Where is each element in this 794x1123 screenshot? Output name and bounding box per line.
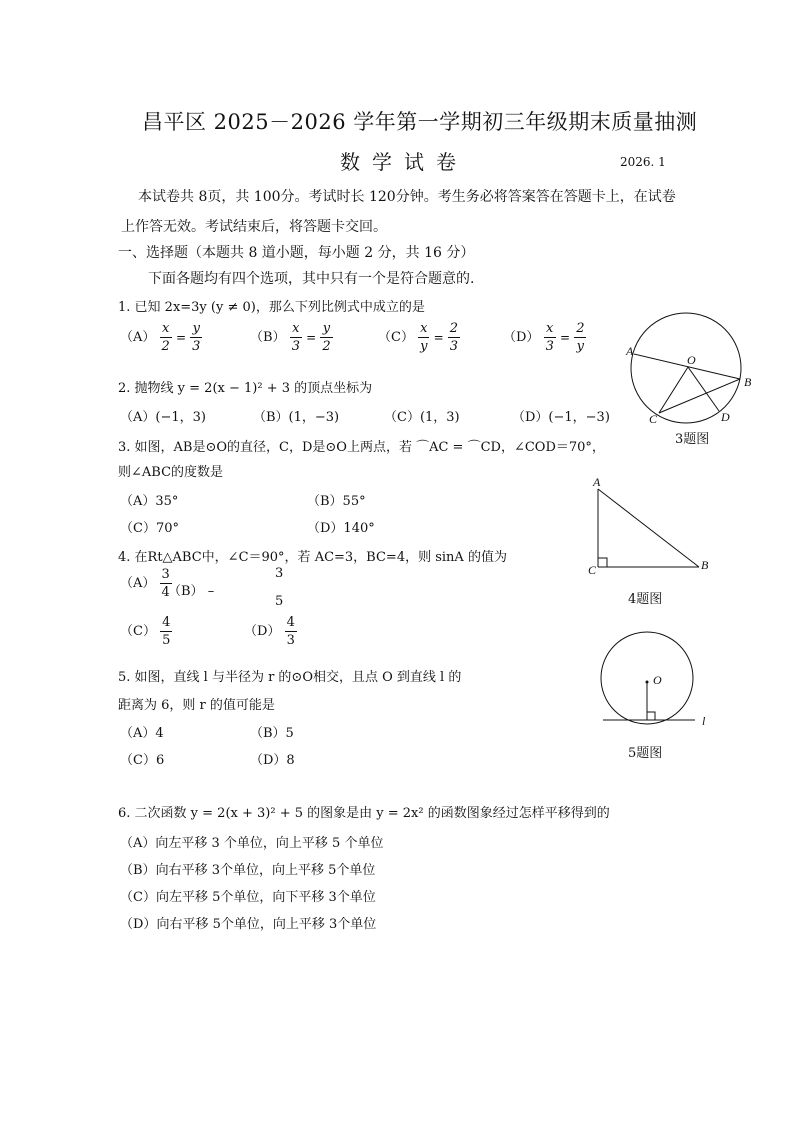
- q6-option-a-label: （A）: [120, 836, 156, 851]
- fig4-label-b: B: [701, 558, 709, 572]
- q1-d-frac2: [574, 320, 586, 355]
- fig3-label-c: C: [649, 412, 658, 426]
- q1-c-den2: 3: [449, 339, 459, 354]
- exam-title: 昌平区 2025－2026 学年第一学期初三年级期末质量抽测: [142, 110, 698, 134]
- section1-instruction: 下面各题均有四个选项，其中只有一个是符合题意的.: [148, 271, 475, 287]
- q2-stem: 2. 抛物线 y = 2(x − 1)² + 3 的顶点坐标为: [118, 381, 373, 396]
- q1-b-den1: 3: [291, 339, 300, 354]
- q5-option-b: （B）5: [250, 726, 294, 741]
- q1-a-num1: x: [160, 320, 172, 338]
- fig4-label-c: C: [588, 563, 597, 577]
- q5-stem: 5. 如图，直线 l 与半径为 r 的⊙O相交，且点 O 到直线 l 的: [118, 670, 462, 685]
- q4-d-den: 3: [286, 633, 295, 648]
- q2-option-c: （C）(1，3): [384, 410, 460, 425]
- q1-a-frac1: [160, 320, 172, 355]
- q1-b-frac2: [320, 320, 332, 355]
- q6-option-d-label: （D）: [120, 917, 157, 932]
- q4-stem: 4. 在Rt△ABC中，∠C＝90°，若 AC=3，BC=4，则 sinA 的值为: [118, 550, 507, 565]
- q4-option-b-den: 5: [275, 594, 284, 609]
- q6-option-a-text: 向左平移 3 个单位，向上平移 5 个单位: [155, 836, 384, 851]
- q1-c-frac1: [418, 320, 429, 355]
- q1-b-den2: 2: [322, 339, 331, 354]
- exam-date: 2026. 1: [620, 155, 666, 169]
- q2-option-a: （A）(−1，3): [120, 410, 206, 425]
- q1-d-den1: 3: [545, 339, 554, 354]
- q4-d-frac: [285, 614, 297, 649]
- q6-option-b-label: （B）: [120, 863, 156, 878]
- q1-a-num2: y: [190, 320, 202, 338]
- q4-option-d-label: （D）: [244, 624, 281, 639]
- q3-stem: 3. 如图，AB是⊙O的直径，C，D是⊙O上两点，若 ⌒AC = ⌒CD，∠COD＝70°，: [118, 440, 605, 455]
- q6-option-d-text: 向右平移 5个单位，向上平移 3个单位: [156, 917, 377, 932]
- q4-option-c-label: （C）: [120, 624, 156, 639]
- q5-option-d: （D）8: [250, 753, 295, 768]
- figure-4: [585, 472, 715, 580]
- fig5-label-l: l: [702, 714, 706, 728]
- q4-c-den: 5: [162, 633, 171, 648]
- fig3-segment-od: [688, 367, 719, 411]
- fig4-label-a: A: [593, 475, 601, 489]
- q1-a-den1: 2: [161, 339, 170, 354]
- q1-option-d: [503, 320, 586, 355]
- q4-c-num: 4: [162, 615, 171, 630]
- exam-subtitle: 数学试卷: [340, 150, 468, 174]
- q5-option-a: （A）4: [120, 726, 164, 741]
- q4-a-den: 4: [161, 585, 170, 600]
- q6-option-c-text: 向左平移 5个单位，向下平移 3个单位: [155, 890, 376, 905]
- fig5-center-point: [646, 681, 649, 684]
- q1-a-den2: 3: [192, 339, 201, 354]
- section1-heading: 一、选择题（本题共 8 道小题，每小题 2 分，共 16 分）: [118, 245, 475, 261]
- notice-line-2: 上作答无效。考试结束后，将答题卡交回。: [121, 219, 387, 235]
- q5-option-c: （C）6: [120, 753, 165, 768]
- q1-option-a-label: （A）: [120, 330, 156, 345]
- q1-a-eq: =: [175, 330, 187, 345]
- q3-option-a: （A）35°: [120, 494, 179, 509]
- fig3-circle: [631, 313, 741, 423]
- q3-stem-2: 则∠ABC的度数是: [118, 465, 224, 480]
- q6-option-d: [120, 913, 376, 932]
- q1-d-den2: y: [576, 339, 585, 354]
- q4-d-num: 4: [286, 615, 295, 630]
- q6-option-a: [120, 832, 383, 851]
- q1-d-num1: x: [544, 320, 556, 338]
- q3-option-b: （B）55°: [307, 494, 366, 509]
- fig3-segment-oc: [659, 367, 688, 413]
- figure-4-caption: 4题图: [628, 592, 663, 607]
- q3-option-c: （C）70°: [120, 521, 179, 536]
- q6-option-b-text: 向右平移 3个单位，向上平移 5个单位: [155, 863, 376, 878]
- q6-option-b: [120, 859, 375, 878]
- q4-option-b-label: [168, 580, 214, 599]
- q1-option-b-label: （B）: [250, 330, 286, 345]
- fig3-label-b: B: [744, 375, 752, 389]
- q4-option-c: [120, 614, 172, 649]
- q1-option-c: [378, 320, 460, 355]
- q4-option-a-label: （A）: [120, 576, 156, 591]
- q1-b-num2: y: [320, 320, 332, 338]
- q1-option-b: [250, 320, 333, 355]
- q4-option-b-num: 3: [275, 566, 284, 581]
- q4-option-a: [120, 566, 172, 601]
- q1-option-a: [120, 320, 202, 355]
- q1-b-eq: =: [306, 330, 317, 345]
- q1-d-eq: =: [560, 330, 571, 345]
- q1-c-eq: =: [433, 330, 444, 345]
- fig4-side-ab: [598, 489, 699, 567]
- q4-c-frac: [160, 614, 172, 649]
- fig5-label-o: O: [653, 673, 662, 687]
- q4-option-b-dash: –: [207, 584, 215, 599]
- figure-5: [595, 628, 715, 734]
- q1-a-frac2: [190, 320, 202, 355]
- q1-option-d-label: （D）: [503, 330, 540, 345]
- q4-a-num: 3: [161, 567, 170, 582]
- q1-d-num2: 2: [576, 321, 585, 336]
- q1-b-frac1: [290, 320, 302, 355]
- q6-stem: 6. 二次函数 y = 2(x + 3)² + 5 的图象是由 y = 2x² 的函数图象经过怎样平移得到的: [118, 806, 610, 821]
- fig3-label-a: A: [626, 344, 634, 358]
- q1-c-num2: 2: [449, 321, 459, 336]
- q6-option-c: [120, 886, 376, 905]
- figure-5-caption: 5题图: [628, 746, 663, 761]
- figure-3-caption: 3题图: [675, 432, 710, 447]
- q1-b-num1: x: [290, 320, 302, 338]
- fig3-label-d: D: [721, 410, 730, 424]
- fig4-right-angle-mark: [598, 558, 607, 567]
- q1-d-frac1: [544, 320, 556, 355]
- q3-option-d: （D）140°: [307, 521, 375, 536]
- notice-line-1: 本试卷共 8页，共 100分。考试时长 120分钟。考生务必将答案答在答题卡上，在试卷: [138, 189, 676, 205]
- fig3-label-o: O: [687, 353, 696, 367]
- q1-c-num1: x: [418, 320, 429, 338]
- q1-c-den1: y: [420, 339, 428, 354]
- q1-c-frac2: [448, 320, 460, 355]
- q6-option-c-label: （C）: [120, 890, 156, 905]
- q4-option-b-label-text: （B）: [168, 584, 204, 599]
- q1-stem: 1. 已知 2x=3y (y ≠ 0)，那么下列比例式中成立的是: [118, 300, 425, 315]
- q2-option-d: （D）(−1，−3): [512, 410, 610, 425]
- fig5-right-angle-mark: [647, 712, 655, 720]
- q1-option-c-label: （C）: [378, 330, 414, 345]
- figure-3: [620, 310, 760, 430]
- q4-option-d: [244, 614, 297, 649]
- q5-stem-2: 距离为 6，则 r 的值可能是: [118, 698, 275, 713]
- q2-option-b: （B）(1，−3): [253, 410, 340, 425]
